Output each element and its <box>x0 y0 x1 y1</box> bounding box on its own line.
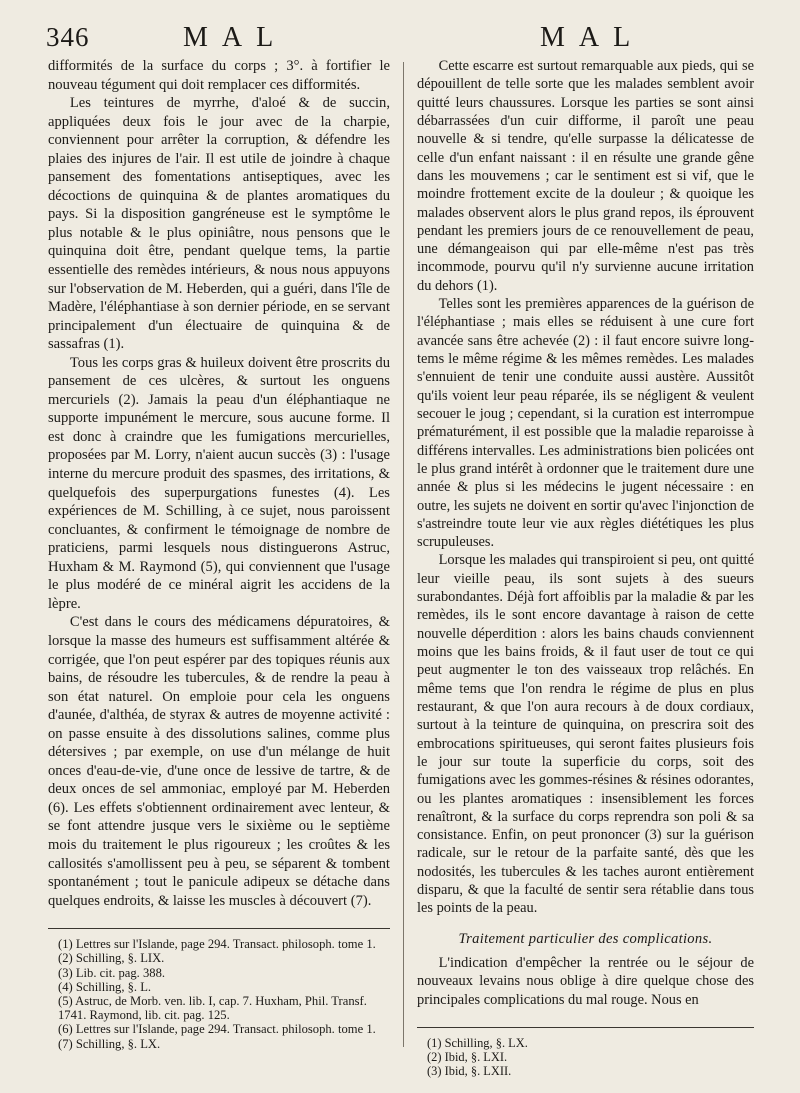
paragraph: Lorsque les malades qui transpiroient si peu, ont quitté leur vieille peau, ils sont sujets à des sueurs surabondantes. Déjà fort affoiblis par la maladie & par les remèdes, ils le sont encore davantage à raison de cette nouvelle déperdition : alors les bains chauds conviennent moins que les bains froids, & il faut user de tout ce qui peut augmenter le ton des vaisseaux trop relâchés. En même tems que l'on rendra le régime de plus en plus restaurant, & que l'on aura recours à de doux cordiaux, surtout à la teinture de quinquina, on prescrira soit des embrocations spiritueuses, qui seront faites plusieurs fois le jour sur toute la superficie du corps, soit des fumigations avec les gommes-résines & résines odorantes, ou les plantes aromatiques : insensiblement les forces renaîtront, & la surface du corps reprendra son poli & sa consistance. Enfin, on peut prononcer (3) sur la guérison radicale, sur le retour de la parfaite santé, dès que les nodosités, les tubercules & les taches auront entièrement disparu, & que la faculté de sentir sera rétablie dans tous les points de la peau. <box>417 552 754 917</box>
paragraph: C'est dans le cours des médicamens dépuratoires, & lorsque la masse des humeurs est suffisamment altérée & corrigée, que l'on peut espérer par des topiques réunis aux bains, de résoudre les tubercules, & de rendre la peau à son état naturel. On emploie pour cela les onguens d'aunée, d'althéa, de styrax & autres de moyenne activité : on passe ensuite à des dissolutions salines, comme plus détersives ; par exemple, on use d'un mélange de huit onces d'eau-de-vie, d'une once de lessive de tartre, & de deux onces de sel ammoniac, employé par M. Heberden (6). Les effets s'obtiennent ordinairement avec lenteur, & se font attendre jusque vers le sixième ou le septième mois du traitement le plus rigoureux ; les croûtes & les callosités s'amollissent peu à peu, se séparent & tombent spontanément ; tout le panicule adipeux se détache dans quelques endroits, & laisse les muscles à découvert (7). <box>48 614 390 909</box>
paragraph: L'indication d'empêcher la rentrée ou le séjour de nouveaux levains nous oblige à dire quelque chose des principales complications du mal rouge. Nous en <box>417 955 754 1008</box>
footnote: (5) Astruc, de Morb. ven. lib. I, cap. 7. Huxham, Phil. Transf. 1741. Raymond, lib. cit. pag. 125. <box>58 993 367 1023</box>
paragraph: difformités de la surface du corps ; 3°. à fortifier le nouveau tégument qui doit remplacer ces difformités. <box>48 58 390 93</box>
footnote: (4) Schilling, §. L. <box>58 979 152 994</box>
footnote: (1) Lettres sur l'Islande, page 294. Transact. philosoph. tome 1. <box>58 937 376 952</box>
footnote: (1) Schilling, §. LX. <box>427 1035 528 1050</box>
page-header <box>0 22 800 56</box>
left-column <box>48 57 390 1051</box>
footnote: (2) Ibid, §. LXI. <box>427 1049 508 1064</box>
paragraph: Tous les corps gras & huileux doivent être proscrits du pansement de ces ulcères, & surtout les onguens mercuriels (2). Jamais la peau d'un éléphantiaque ne supporte impunément le mercure, sous aucune forme. Il est donc à craindre que les fumigations mercurielles, proposées par M. Lorry, n'aient aucun succès (3) : l'usage interne du mercure produit des spasmes, des irritations, & quelquefois des superpurgations funestes (4). Les expériences de M. Schilling, à ce sujet, nous paroissent concluantes, & confirment le témoignage de nombre de praticiens, parmi lesquels nous distinguerons Astruc, Huxham & M. Raymond (5), qui conviennent que l'usage le plus modéré de ce minéral aigrit les accidens de la lèpre. <box>48 354 390 612</box>
footnote: (6) Lettres sur l'Islande, page 294. Transact. philosoph. tome 1. <box>58 1022 376 1037</box>
footnote: (7) Schilling, §. LX. <box>58 1036 161 1051</box>
footnotes <box>48 937 390 1051</box>
running-head-right: MAL <box>540 22 645 53</box>
right-column <box>417 57 754 1078</box>
footnote-divider <box>48 928 390 929</box>
paragraph: Cette escarre est surtout remarquable aux pieds, qui se dépouillent de telle sorte que les malades semblent avoir quitté leurs chaussures. Lorsque les parties se sont ainsi débarrassées d'un cuir difforme, il paroît une peau nouvelle & si tendre, qu'elle surpasse la délicatesse de celle d'un enfant naissant : il en résulte une grande gêne dans les mouvemens ; car le sentiment est si vif, que le moindre frottement excite de la douleur ; & quoique les malades observent alors le plus grand repos, ils éprouvent pendant les premiers jours de ce renouvellement de peau, une démangeaison qui par elle-même n'est pas très incommode, pourvu qu'il n'y survienne aucune irritation du dehors (1). <box>417 58 754 294</box>
page-number: 346 <box>46 22 90 52</box>
footnotes <box>417 1036 754 1078</box>
paragraph: Les teintures de myrrhe, d'aloé & de succin, appliquées deux fois le jour avec de la charpie, conviennent pour arrêter la corruption, & défendre les plaies des injures de l'air. Il est utile de joindre à chaque pansement des fomentations antiseptiques, avec les décoctions de quinquina & de plantes aromatiques du pays. Si la disposition gangréneuse est le symptôme le plus notable & le plus opiniâtre, nous pensons que le quinquina doit être, pendant quelque tems, la partie essentielle des remèdes intérieurs, & nous nous appuyons sur l'observation de M. Heberden, qui a guéri, dans l'île de Madère, l'éléphantiase à son dernier période, en se servant principalement d'un électuaire de quinquina & de sassafras (1). <box>48 95 390 353</box>
footnote: (3) Lib. cit. pag. 388. <box>58 965 166 980</box>
column-divider <box>403 62 404 1047</box>
footnote-divider <box>417 1027 754 1028</box>
footnote: (2) Schilling, §. LIX. <box>58 951 165 966</box>
paragraph: Telles sont les premières apparences de la guérison de l'éléphantiase ; mais elles se réduisent à une cure fort avancée sans être achevée (2) : il faut encore suivre long-tems le même régime & les mêmes remèdes. Les malades s'ennuient de tenir une conduite aussi austère. Aussitôt qu'ils voient leur peau réparée, ils se négligent & veulent secouer le joug ; cependant, si la curation est interrompue prématurément, il est possible que la maladie reparoisse à différens intervalles. Les administrations bien policées ont le plus grand intérêt à ordonner que le traitement dure une année & plus si les médecins le jugent nécessaire : en outre, les sujets ne doivent en sortir qu'avec l'injonction de s'astreindre toute leur vie aux règles diététiques les plus scrupuleuses. <box>417 296 754 551</box>
footnote: (3) Ibid, §. LXII. <box>427 1063 512 1078</box>
section-title: Traitement particulier des complications. <box>458 930 713 947</box>
running-head-left: MAL <box>183 22 288 53</box>
